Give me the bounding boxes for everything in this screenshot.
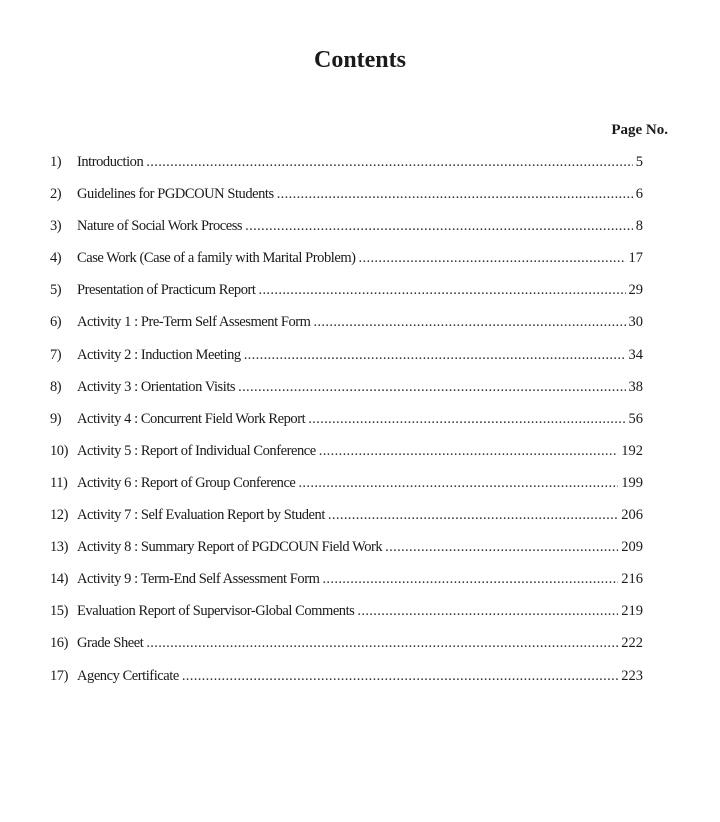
dot-leader xyxy=(277,183,633,205)
toc-entry xyxy=(50,279,643,311)
toc-entry xyxy=(50,376,643,408)
toc-entry xyxy=(50,440,643,472)
entry-title: Case Work (Case of a family with Marital Problem) xyxy=(77,250,356,267)
entry-number: 9) xyxy=(50,410,62,427)
entry-title: Activity 2 : Induction Meeting xyxy=(77,346,241,363)
dot-leader xyxy=(245,215,633,237)
page-title: Contents xyxy=(313,47,406,73)
entry-title: Presentation of Practicum Report xyxy=(77,282,256,299)
toc-entry xyxy=(50,344,643,376)
dot-leader xyxy=(244,344,626,366)
entry-page-number: 29 xyxy=(628,282,643,299)
entry-number: 7) xyxy=(50,346,62,363)
dot-leader xyxy=(313,311,625,333)
toc-entry xyxy=(50,247,643,279)
entry-page-number: 30 xyxy=(628,314,643,331)
entry-page-number: 34 xyxy=(628,346,643,363)
entry-number: 14) xyxy=(50,571,68,588)
toc-entry xyxy=(50,665,643,697)
entry-page-number: 219 xyxy=(621,603,643,620)
entry-number: 15) xyxy=(50,603,68,620)
table-of-contents xyxy=(50,151,643,697)
entry-number: 4) xyxy=(50,250,62,267)
toc-entry xyxy=(50,632,643,664)
dot-leader xyxy=(322,568,618,590)
dot-leader xyxy=(359,247,626,269)
entry-title: Nature of Social Work Process xyxy=(77,218,243,235)
entry-title: Activity 8 : Summary Report of PGDCOUN Field Work xyxy=(77,539,383,556)
entry-title: Grade Sheet xyxy=(77,635,144,652)
toc-entry xyxy=(50,536,643,568)
entry-title: Activity 9 : Term-End Self Assessment Form xyxy=(77,571,320,588)
entry-page-number: 199 xyxy=(621,474,643,491)
entry-number: 17) xyxy=(50,667,68,684)
entry-page-number: 17 xyxy=(628,250,643,267)
dot-leader xyxy=(319,440,619,462)
entry-number: 13) xyxy=(50,539,68,556)
toc-entry xyxy=(50,183,643,215)
entry-number: 2) xyxy=(50,186,62,203)
dot-leader xyxy=(308,408,625,430)
entry-title: Activity 6 : Report of Group Conference xyxy=(77,474,296,491)
entry-number: 10) xyxy=(50,442,68,459)
page-number-column-header: Page No. xyxy=(611,122,668,138)
entry-title: Activity 7 : Self Evaluation Report by Student xyxy=(77,507,325,524)
toc-entry xyxy=(50,151,643,183)
dot-leader xyxy=(182,665,618,687)
entry-title: Agency Certificate xyxy=(77,667,179,684)
entry-page-number: 6 xyxy=(635,186,643,203)
entry-number: 12) xyxy=(50,507,68,524)
toc-entry xyxy=(50,408,643,440)
dot-leader xyxy=(238,376,625,398)
entry-number: 8) xyxy=(50,378,62,395)
entry-title: Activity 3 : Orientation Visits xyxy=(77,378,236,395)
entry-page-number: 192 xyxy=(621,442,643,459)
entry-page-number: 223 xyxy=(621,667,643,684)
entry-number: 6) xyxy=(50,314,62,331)
entry-page-number: 216 xyxy=(621,571,643,588)
entry-number: 16) xyxy=(50,635,68,652)
toc-entry xyxy=(50,504,643,536)
dot-leader xyxy=(298,472,618,494)
entry-title: Evaluation Report of Supervisor-Global Comments xyxy=(77,603,355,620)
entry-page-number: 8 xyxy=(635,218,643,235)
entry-title: Guidelines for PGDCOUN Students xyxy=(77,186,274,203)
toc-entry xyxy=(50,600,643,632)
entry-title: Activity 1 : Pre-Term Self Assesment Form xyxy=(77,314,311,331)
entry-page-number: 38 xyxy=(628,378,643,395)
entry-page-number: 209 xyxy=(621,539,643,556)
entry-title: Activity 5 : Report of Individual Conference xyxy=(77,442,316,459)
entry-title: Introduction xyxy=(77,154,144,170)
entry-page-number: 206 xyxy=(621,507,643,524)
entry-title: Activity 4 : Concurrent Field Work Report xyxy=(77,410,306,427)
toc-entry xyxy=(50,568,643,600)
toc-entry xyxy=(50,472,643,504)
toc-entry xyxy=(50,311,643,343)
entry-page-number: 56 xyxy=(628,410,643,427)
dot-leader xyxy=(146,632,618,654)
entry-number: 3) xyxy=(50,218,62,235)
dot-leader xyxy=(357,600,618,622)
dot-leader xyxy=(328,504,618,526)
dot-leader xyxy=(385,536,618,558)
entry-page-number: 222 xyxy=(621,635,643,652)
entry-number: 11) xyxy=(50,474,68,491)
entry-page-number: 5 xyxy=(635,154,643,170)
dot-leader xyxy=(146,151,632,173)
entry-number: 5) xyxy=(50,282,62,299)
dot-leader xyxy=(258,279,625,301)
entry-number: 1) xyxy=(50,154,62,170)
toc-entry xyxy=(50,215,643,247)
